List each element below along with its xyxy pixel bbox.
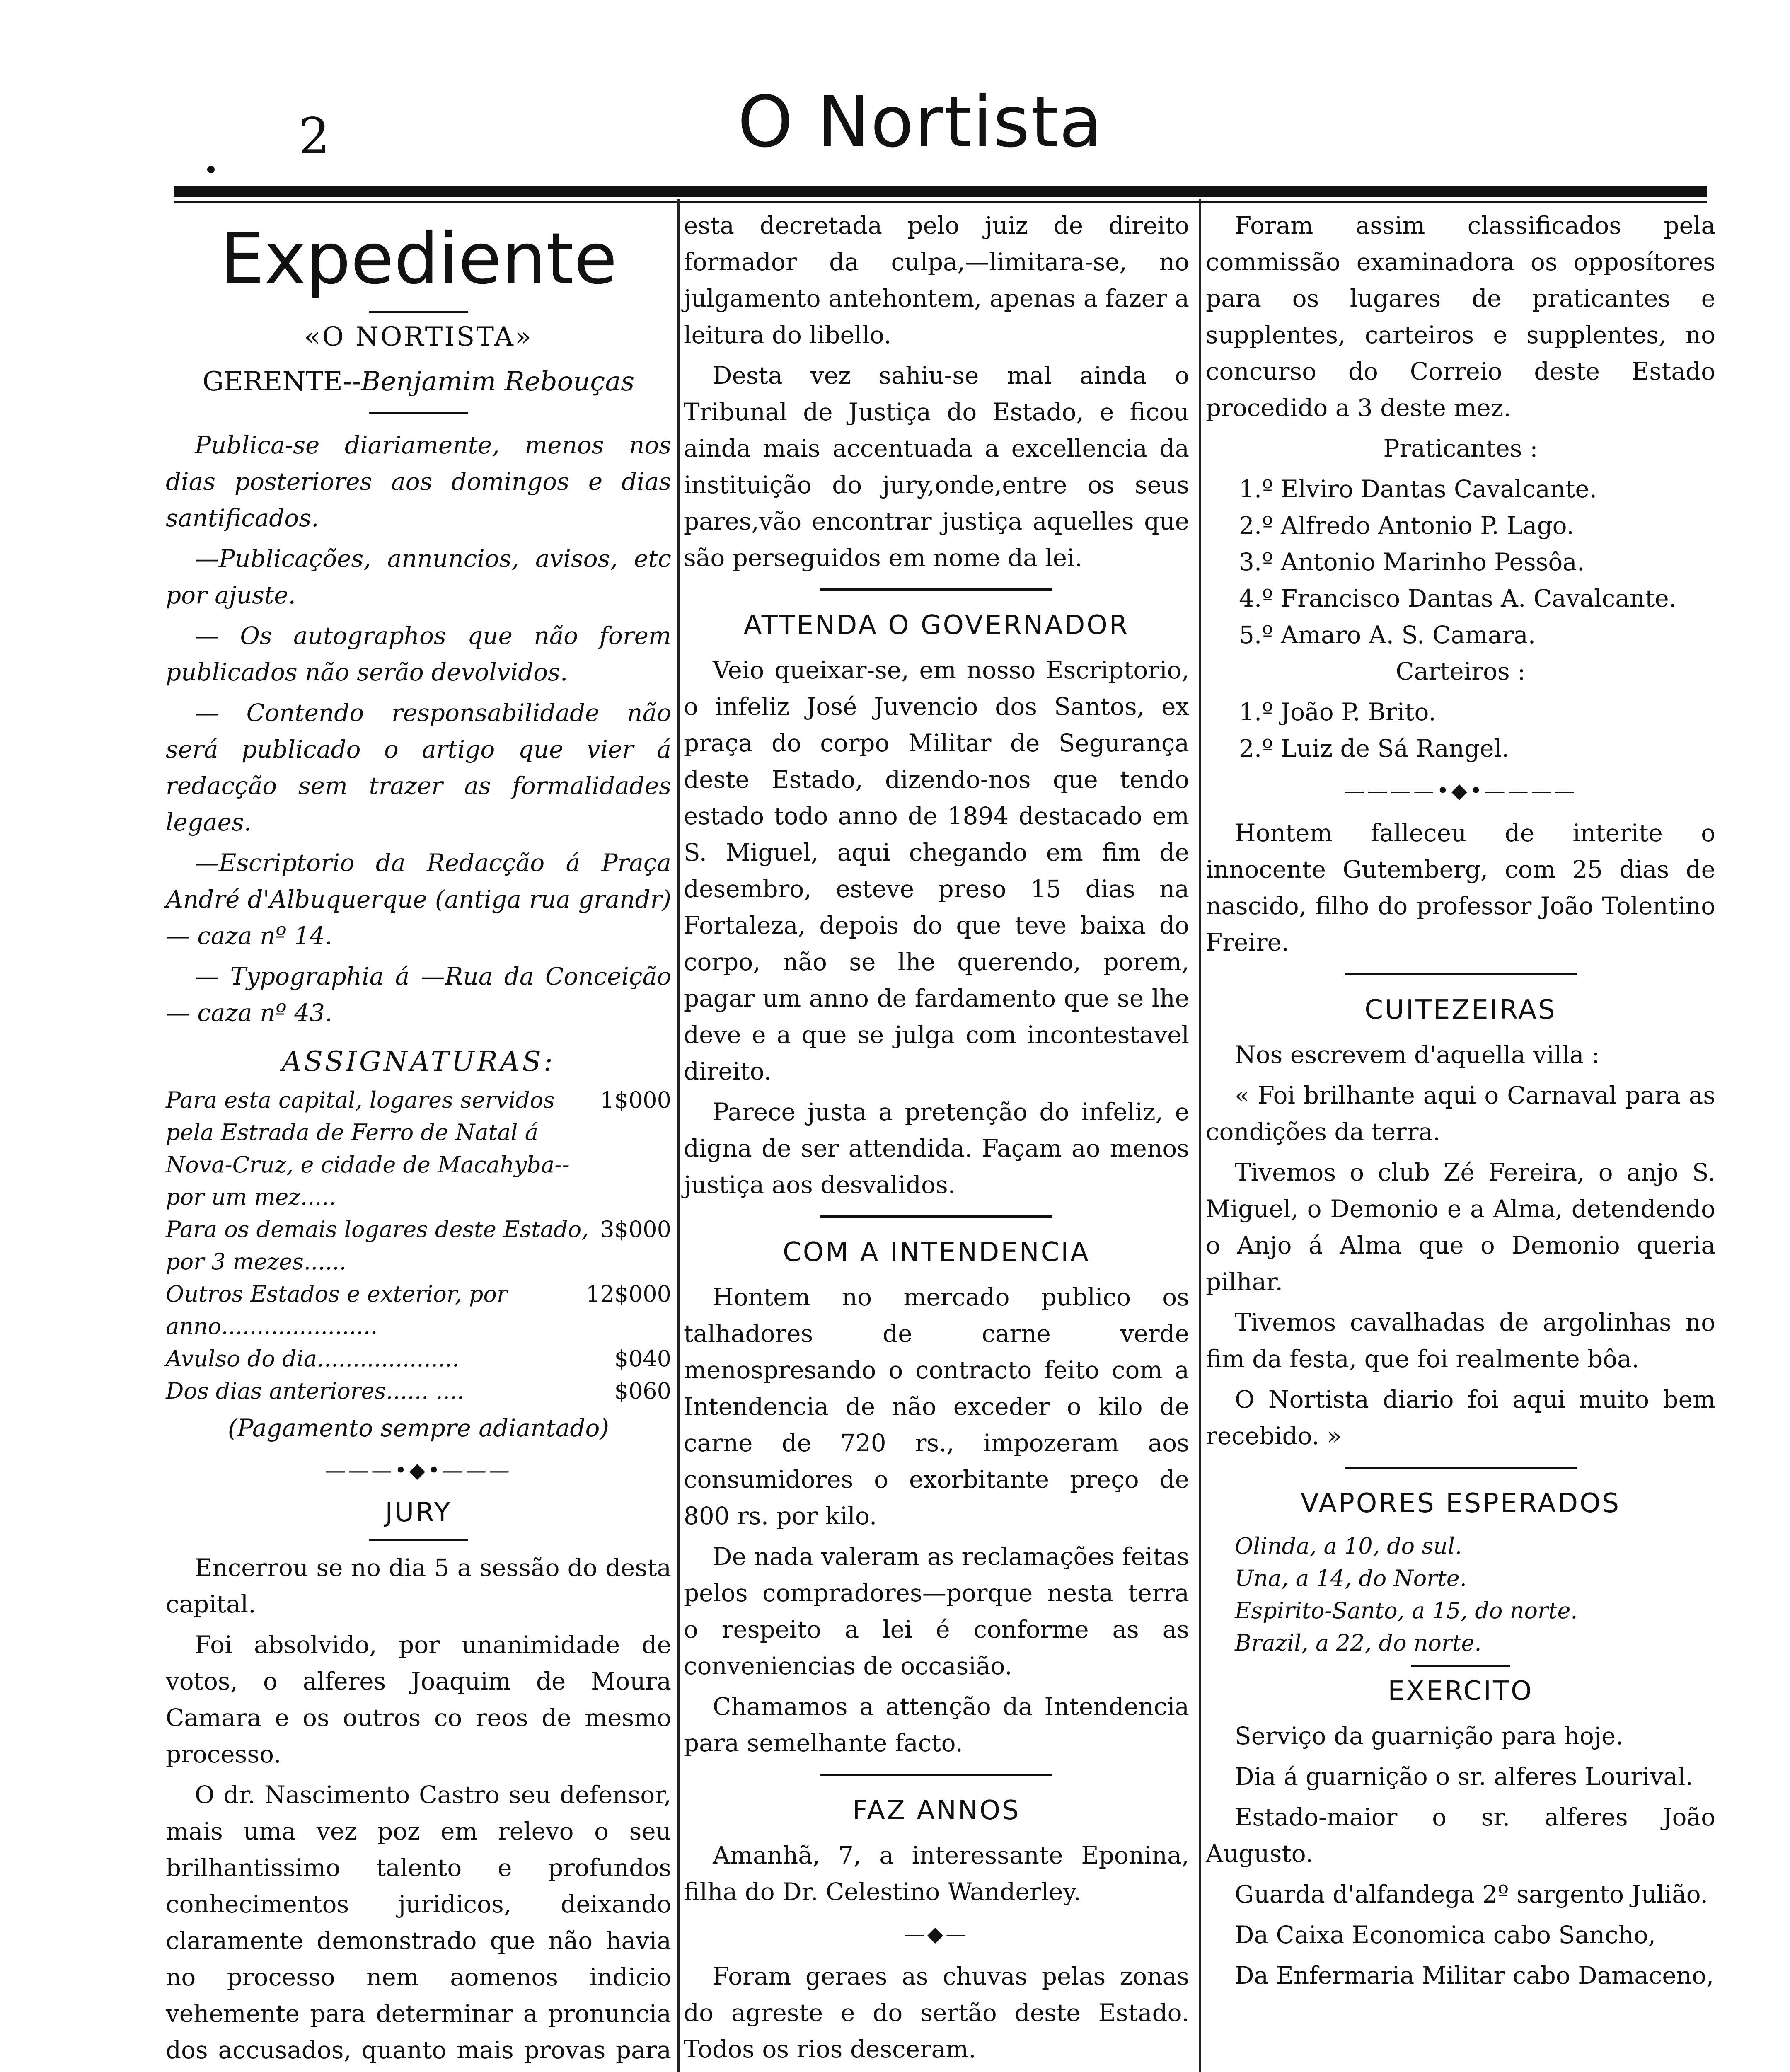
list-item: Olinda, a 10, do sul. <box>1235 1533 1462 1559</box>
masthead: O Nortista <box>738 81 1103 163</box>
divider <box>1345 973 1577 975</box>
gerente-line <box>166 363 671 400</box>
divider <box>1345 1467 1577 1469</box>
exercito-para: Serviço da guarnição para hoje. <box>1235 1722 1623 1750</box>
jury-para: Encerrou se no dia 5 a sessão do desta capital. <box>166 1554 671 1618</box>
list-item: 3.º Antonio Marinho Pessôa. <box>1239 548 1585 576</box>
expediente-title: Expediente <box>220 218 617 300</box>
price-label: Avulso do dia.................... <box>166 1346 460 1372</box>
price-label: Para esta capital, logares servidos pela Estrada de Ferro de Natal á Nova-Cruz, e cidade de Macahyba--por um mez..... <box>166 1087 570 1210</box>
falleceu-para: Hontem falleceu de interite o innocente Gutemberg, com 25 dias de nascido, filho do professor João Tolentino Freire. <box>1206 819 1715 956</box>
price-label: Dos dias anteriores...... .... <box>166 1378 464 1404</box>
column-2 <box>684 207 1189 2072</box>
jury-para: Foi absolvido, por unanimidade de votos, o alferes Joaquim de Moura Camara e os outros co reos de mesmo processo. <box>166 1631 671 1768</box>
price-label: Para os demais logares deste Estado, por 3 mezes...... <box>166 1216 589 1275</box>
cuitezeiras-para: O Nortista diario foi aqui muito bem recebido. » <box>1206 1385 1715 1450</box>
praticantes-label: Praticantes : <box>1383 434 1538 462</box>
jury-continuation-2: Desta vez sahiu-se mal ainda o Tribunal de Justiça do Estado, e ficou ainda mais accentuada a excellencia da instituição do jury,onde,entre os seus pares,vão encontrar justiça aquelles que são perseguidos em nome da lei. <box>684 361 1189 572</box>
header-rule-thin <box>174 201 1707 203</box>
gerente-name: Benjamim Rebouças <box>361 366 635 397</box>
intendencia-para: Hontem no mercado publico os talhadores de carne verde menospresando o contracto feito com a Intendencia de não exceder o kilo de carne de 720 rs., impozeram aos consumidores o exorbitante preço de 800 rs. por kilo. <box>684 1283 1189 1530</box>
carteiros-label: Carteiros : <box>1396 657 1526 685</box>
expediente-para: — Contendo responsabilidade não será publicado o artigo que vier á redacção sem trazer as formalidades legaes. <box>166 699 671 836</box>
header-rule-thick <box>174 186 1707 197</box>
price-label: Outros Estados e exterior, por anno...................... <box>166 1281 508 1339</box>
praticantes-list <box>1206 471 1715 653</box>
intendencia-title: COM A INTENDENCIA <box>783 1237 1090 1268</box>
attenda-para: Veio queixar-se, em nosso Escriptorio, o infeliz José Juvencio dos Santos, ex praça do corpo Militar de Segurança deste Estado, dizendo-nos que tendo estado todo anno de 1894 destacado em S. Miguel, aqui chegando em fim de desembro, esteve preso 15 dias na Fortaleza, depois do que teve baixa do corpo, não se lhe querendo, porem, pagar um anno de fardamento que se lhe deve e a que se julga com incontestavel direito. <box>684 656 1189 1085</box>
expediente-para: —Escriptorio da Redacção á Praça André d'Albuquerque (antiga rua grandr) — caza nº 14. <box>166 849 671 950</box>
list-item: 1.º João P. Brito. <box>1239 698 1436 726</box>
divider <box>369 311 468 313</box>
ink-dot <box>207 166 215 173</box>
ornament-divider: —◆— <box>904 1922 969 1946</box>
price-row <box>166 1278 671 1343</box>
expediente-para: Publica-se diariamente, menos nos dias posteriores aos domingos e dias santificados. <box>166 431 671 532</box>
list-item: 4.º Francisco Dantas A. Cavalcante. <box>1239 584 1677 612</box>
attenda-para: Parece justa a pretenção do infeliz, e digna de ser attendida. Façam ao menos justiça aos desvalidos. <box>684 1098 1189 1199</box>
exercito-para: Estado-maior o sr. alferes João Augusto. <box>1206 1803 1715 1868</box>
expediente-para: — Typographia á —Rua da Conceição— caza nº 43. <box>166 962 671 1027</box>
column-divider-2 <box>1199 199 1201 2072</box>
payment-note: (Pagamento sempre adiantado) <box>227 1414 610 1442</box>
annos-title: FAZ ANNOS <box>852 1795 1021 1826</box>
vapores-list <box>1206 1530 1715 1659</box>
divider <box>820 1774 1052 1776</box>
divider <box>369 412 468 414</box>
price-value: 3$000 <box>600 1216 671 1242</box>
assignaturas-title: ASSIGNATURAS: <box>282 1046 555 1077</box>
expediente-para: — Os autographos que não forem publicados não serão devolvidos. <box>166 622 671 686</box>
column-1 <box>166 207 671 2072</box>
price-value: $040 <box>614 1346 671 1372</box>
list-item: Espirito-Santo, a 15, do norte. <box>1235 1598 1578 1624</box>
price-list <box>166 1084 671 1407</box>
price-row <box>166 1343 671 1375</box>
list-item: Una, a 14, do Norte. <box>1235 1565 1467 1591</box>
price-row <box>166 1084 671 1213</box>
concurso-para: Foram assim classificados pela commissão examinadora os opposítores para os lugares de praticantes e supplentes, carteiros e supplentes, no concurso do Correio deste Estado procedido a 3 deste mez. <box>1206 211 1715 422</box>
vapores-title: VAPORES ESPERADOS <box>1300 1488 1621 1519</box>
list-item: 5.º Amaro A. S. Camara. <box>1239 621 1536 649</box>
jury-para: O dr. Nascimento Castro seu defensor, mais uma vez poz em relevo o seu brilhantissimo talento e profundos conhecimentos juridicos, deixando claramente demonstrado que não havia no processo nem aomenos indicio vehemente para determinar a pronuncia dos accusados, quanto mais provas para <box>166 1781 671 2064</box>
divider <box>820 588 1052 591</box>
price-row <box>166 1213 671 1278</box>
price-value: 1$000 <box>600 1087 671 1113</box>
cuitezeiras-para: Nos escrevem d'aquella villa : <box>1235 1041 1600 1069</box>
divider <box>1411 1665 1510 1667</box>
jury-continuation: esta decretada pelo juiz de direito formador da culpa,—limitara-se, no julgamento antehontem, apenas a fazer a leitura do libello. <box>684 211 1189 349</box>
attenda-title: ATTENDA O GOVERNADOR <box>743 610 1130 641</box>
jury-title: JURY <box>385 1497 452 1528</box>
paper-name: «O NORTISTA» <box>304 322 533 352</box>
price-row <box>166 1375 671 1407</box>
intendencia-para: De nada valeram as reclamações feitas pelos compradores—porque nesta terra o respeito a lei é conforme as as conveniencias de occasião. <box>684 1542 1189 1680</box>
ornament-divider: ————•◆•———— <box>1344 779 1577 803</box>
list-item: 1.º Elviro Dantas Cavalcante. <box>1239 475 1597 503</box>
exercito-para: Guarda d'alfandega 2º sargento Julião. <box>1235 1880 1708 1908</box>
price-value: $060 <box>614 1378 671 1404</box>
expediente-para: —Publicações, annuncios, avisos, etc por ajuste. <box>166 545 671 609</box>
list-item: 2.º Luiz de Sá Rangel. <box>1239 734 1509 762</box>
exercito-title: EXERCITO <box>1388 1676 1534 1706</box>
column-3 <box>1206 207 1715 1998</box>
divider <box>820 1215 1052 1218</box>
chuvas-para: Foram geraes as chuvas pelas zonas do agreste e do sertão deste Estado. Todos os rios desceram. <box>684 1962 1189 2063</box>
list-item: Brazil, a 22, do norte. <box>1235 1630 1482 1656</box>
cuitezeiras-para: Tivemos o club Zé Fereira, o anjo S. Miguel, o Demonio e a Alma, detendendo o Anjo á Alma que o Demonio queria pilhar. <box>1206 1158 1715 1296</box>
cuitezeiras-para: Tivemos cavalhadas de argolinhas no fim da festa, que foi realmente bôa. <box>1206 1308 1715 1373</box>
cuitezeiras-title: CUITEZEIRAS <box>1364 995 1557 1025</box>
cuitezeiras-para: « Foi brilhante aqui o Carnaval para as condições da terra. <box>1206 1081 1715 1146</box>
intendencia-para: Chamamos a attenção da Intendencia para semelhante facto. <box>684 1692 1189 1757</box>
list-item: 2.º Alfredo Antonio P. Lago. <box>1239 511 1574 540</box>
divider <box>369 1539 468 1541</box>
exercito-para: Dia á guarnição o sr. alferes Lourival. <box>1235 1762 1693 1791</box>
ornament-divider: ———•◆•——— <box>325 1458 512 1482</box>
gerente-label: GERENTE-- <box>202 366 361 397</box>
column-divider-1 <box>677 199 680 2072</box>
carteiros-list <box>1206 694 1715 767</box>
price-value: 12$000 <box>585 1281 671 1307</box>
annos-para: Amanhã, 7, a interessante Eponina, filha do Dr. Celestino Wanderley. <box>684 1841 1189 1906</box>
exercito-para: Da Caixa Economica cabo Sancho, <box>1235 1921 1656 1949</box>
page-number: 2 <box>298 108 330 165</box>
exercito-para: Da Enfermaria Militar cabo Damaceno, <box>1235 1961 1714 1990</box>
